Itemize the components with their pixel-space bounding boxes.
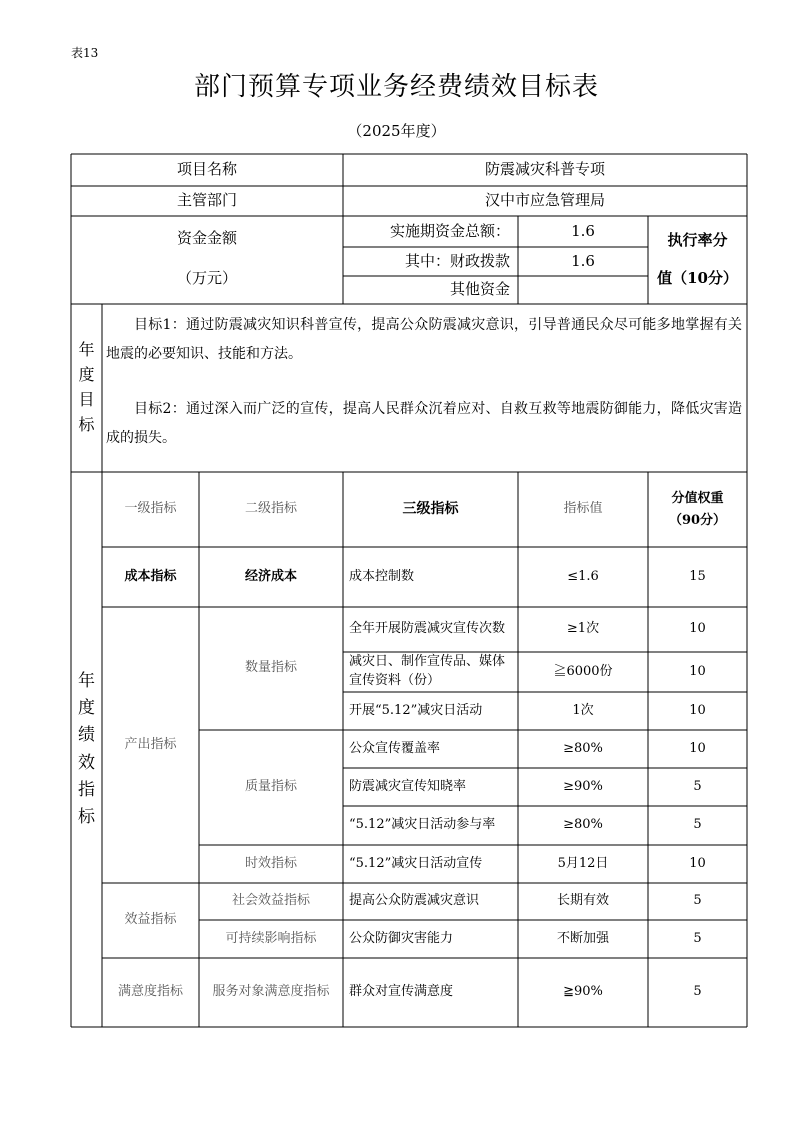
header-level1: 一级指标 (124, 501, 177, 517)
weight-cell: 15 (689, 568, 706, 584)
level3-cell: 防震减灾宣传知晓率 (349, 778, 467, 794)
value-cell: 1次 (572, 702, 594, 718)
indicators-label-char: 指 (78, 779, 95, 800)
level3-cell: 减灾日、制作宣传品、媒体宣传资料（份） (349, 654, 506, 688)
indicators-label-char: 年 (78, 670, 95, 691)
funds-unit: （万元） (176, 269, 237, 288)
weight-cell: 5 (693, 893, 702, 909)
level2-service-satisfaction: 服务对象满意度指标 (212, 984, 330, 1000)
level1-cost: 成本指标 (124, 568, 177, 584)
weight-cell: 10 (689, 702, 706, 718)
total-funds-value: 1.6 (571, 221, 595, 240)
level3-cell: 开展“5.12”减灾日活动 (349, 702, 483, 718)
weight-cell: 5 (693, 817, 702, 833)
department-label: 主管部门 (176, 191, 237, 210)
department-value: 汉中市应急管理局 (484, 191, 605, 210)
level2-social-benefit: 社会效益指标 (231, 893, 310, 909)
header-value: 指标值 (563, 501, 603, 517)
level2-economic-cost: 经济成本 (244, 568, 297, 584)
level3-cell: 提高公众防震减灾意识 (349, 893, 480, 909)
value-cell: 5月12日 (557, 855, 609, 871)
level3-cell: “5.12”减灾日活动参与率 (349, 817, 496, 833)
other-funds-value (518, 276, 648, 304)
header-weight-line2: （90分） (668, 512, 727, 528)
project-name-label: 项目名称 (176, 160, 237, 179)
level2-sustainable: 可持续影响指标 (225, 930, 317, 946)
execution-score-header-line1: 执行率分 (667, 231, 728, 250)
value-cell: ≥80% (563, 817, 603, 833)
annual-goal-2: 目标2：通过深入而广泛的宣传，提高人民群众沉着应对、自救互救等地震防御能力，降低灾害造成的损失。 (106, 401, 742, 447)
level3-cell: 公众宣传覆盖率 (349, 740, 441, 756)
weight-cell: 10 (689, 740, 706, 756)
indicators-label-char: 绩 (78, 725, 95, 746)
indicators-label-char: 效 (78, 752, 95, 773)
annual-goals-label-char: 目 (78, 390, 95, 409)
value-cell: 长期有效 (556, 893, 609, 909)
annual-goal-1: 目标1：通过防震减灾知识科普宣传，提高公众防震减灾意识，引导普通民众尽可能多地掌握有关地震的必要知识、技能和方法。 (106, 317, 742, 363)
annual-goals-label-char: 标 (78, 414, 95, 434)
level3-cell: 全年开展防震减灾宣传次数 (349, 621, 506, 637)
header-weight-line1: 分值权重 (671, 490, 724, 506)
header-level3: 三级指标 (402, 501, 459, 518)
level2-quantity: 数量指标 (244, 660, 297, 676)
value-cell: ≥80% (563, 740, 603, 756)
fiscal-year: （2025年度） (347, 122, 446, 140)
funds-label: 资金金额 (176, 229, 237, 248)
value-cell: ≤1.6 (567, 568, 599, 584)
project-name-value: 防震减灾科普专项 (484, 160, 605, 179)
level1-output: 产出指标 (124, 736, 177, 752)
annual-goals-label-char: 年 (78, 340, 95, 360)
value-cell: 不断加强 (556, 930, 609, 946)
table-number: 表13 (71, 46, 99, 60)
execution-score-header-line2: 值（10分） (657, 269, 738, 288)
level3-cell: 成本控制数 (349, 568, 415, 584)
weight-cell: 10 (689, 621, 706, 637)
fiscal-funds-value: 1.6 (571, 251, 595, 270)
indicators-label-char: 标 (78, 806, 95, 827)
value-cell: ≥90% (563, 778, 603, 794)
header-level2: 二级指标 (244, 501, 297, 517)
value-cell: ≥1次 (566, 621, 600, 637)
weight-cell: 10 (689, 855, 706, 871)
indicators-label (71, 472, 102, 1027)
level1-benefit: 效益指标 (124, 912, 177, 928)
level3-cell: “5.12”减灾日活动宣传 (349, 855, 483, 871)
level3-cell: 群众对宣传满意度 (349, 984, 454, 1000)
weight-cell: 5 (693, 930, 702, 946)
level2-quality: 质量指标 (244, 779, 297, 795)
level1-satisfaction: 满意度指标 (117, 984, 183, 1000)
weight-cell: 5 (693, 984, 702, 1000)
weight-cell: 5 (693, 778, 702, 794)
level3-cell: 公众防御灾害能力 (349, 930, 454, 946)
annual-goals-label (71, 304, 102, 472)
page-title: 部门预算专项业务经费绩效目标表 (193, 72, 599, 102)
weight-cell: 10 (689, 663, 706, 679)
level2-timeliness: 时效指标 (244, 855, 297, 871)
annual-goals-label-char: 度 (78, 365, 95, 385)
other-funds-label: 其他资金 (449, 280, 510, 299)
value-cell: ≧90% (563, 984, 603, 1000)
value-cell: ≧6000份 (553, 663, 613, 679)
fiscal-funds-label: 其中：财政拨款 (404, 251, 510, 270)
total-funds-label: 实施期资金总额： (389, 221, 510, 240)
indicators-label-char: 度 (78, 698, 95, 719)
